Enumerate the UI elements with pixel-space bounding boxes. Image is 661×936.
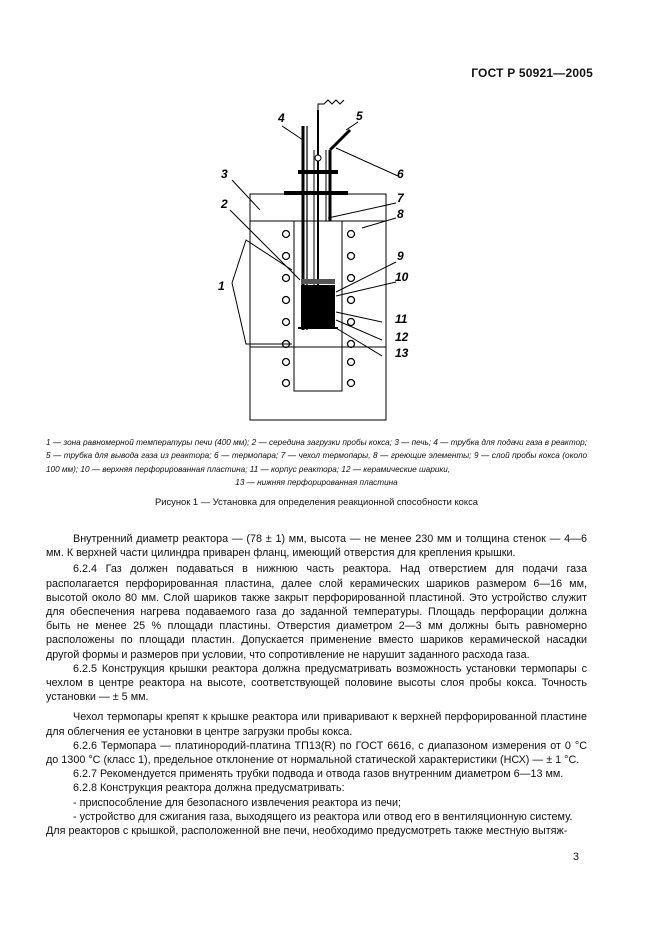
callout-5: 5 [356,109,363,123]
callout-2: 2 [221,197,228,211]
paragraph: 6.2.4 Газ должен подаваться в нижнюю часть реактора. Над отверстием для подачи газа располагается перфорированная пластина, далее слой керамических шариков размером 6—16 мм, высотой около 80 мм. Слой шариков также закрыт перфорированной пластиной. Это устройство служит для обеспечения нагрева подаваемого газа до заданной температуры. Площадь перфорации должна быть не менее 25 % площади пластины. Отверстия диаметром 2—3 мм должны быть равномерно расположены по площади пластин. Допускается применение вместо шариков керамической насадки другой формы и размеров при условии, что сопротивление не нарушит заданного расхода газа. [46,563,587,661]
callout-4: 4 [278,111,285,125]
legend-text: 1 — зона равномерной температуры печи (400 мм); 2 — середина загрузки пробы кокса; 3 — печь; 4 — трубка для подачи газа в реактор; 5 — трубка для вывода газа из реактора; 6 — термопара; 7 — чехол термопары, 8 — греющие элементы; 9 — слой пробы кокса (около 100 мм); 10 — верхняя перфорированная пластина; 11 — корпус реактора; 12 — керамические шарики, [46,438,587,474]
paragraph: 6.2.7 Рекомендуется применять трубки подвода и отвода газов внутренним диаметром 6—13 мм. [73,768,564,781]
paragraph: - устройство для сжигания газа, выходящего из реактора или отвод его в вентиляционную систему. [73,810,573,823]
paragraph: - приспособление для безопасного извлечения реактора из печи; [73,796,401,809]
paragraph: 6.2.8 Конструкция реактора должна предусматривать: [73,782,345,795]
paragraph: 6.2.6 Термопара — платинородий-платина ТП13(R) по ГОСТ 6616, с диапазоном измерения от 0 °С до 1300 °С (класс 1), предельное отклонение от нормальной статической характеристики (НСХ) — ± 1 °С. [46,739,587,767]
callout-9: 9 [397,249,404,263]
reactor-flange [284,191,348,195]
paragraph: Для реакторов с крышкой, расположенной вне печи, необходимо предусмотреть также местную вытяж- [46,825,568,838]
callout-13: 13 [395,346,409,360]
callout-10: 10 [395,270,409,284]
paragraph: 6.2.5 Конструкция крышки реактора должна предусматривать возможность установки термопары с чехлом в центре реактора на высоте, соответствующей половине высоты слоя пробы кокса. Точность установки — ± 5 мм. [46,662,587,704]
figure-legend [46,436,587,489]
coke-sample-layer [301,285,335,329]
page-number: 3 [572,851,579,863]
standard-number: ГОСТ Р 50921—2005 [471,66,593,80]
callout-12: 12 [395,330,409,344]
callout-6: 6 [397,167,404,181]
callout-3: 3 [221,167,228,181]
callout-7: 7 [397,191,404,205]
callout-11: 11 [395,312,408,326]
callout-8: 8 [397,207,404,221]
paragraph: Чехол термопары крепят к крышке реактора или приваривают к верхней перфорированной пластине для облегчения ее установки в центре загрузки пробы кокса. [46,711,587,738]
legend-last: 13 — нижняя перфорированная пластина [235,477,398,487]
apparatus-figure [0,0,661,440]
callout-1: 1 [218,279,225,293]
figure-caption: Рисунок 1 — Установка для определения реакционной способности кокса [154,496,479,507]
paragraph: Внутренний диаметр реактора — (78 ± 1) мм, высота — не менее 230 мм и толщина стенок — 4—6 мм. К верхней части цилиндра приварен фланц, имеющий отверстия для крепления крышки. [46,533,587,560]
body-text [46,532,587,838]
